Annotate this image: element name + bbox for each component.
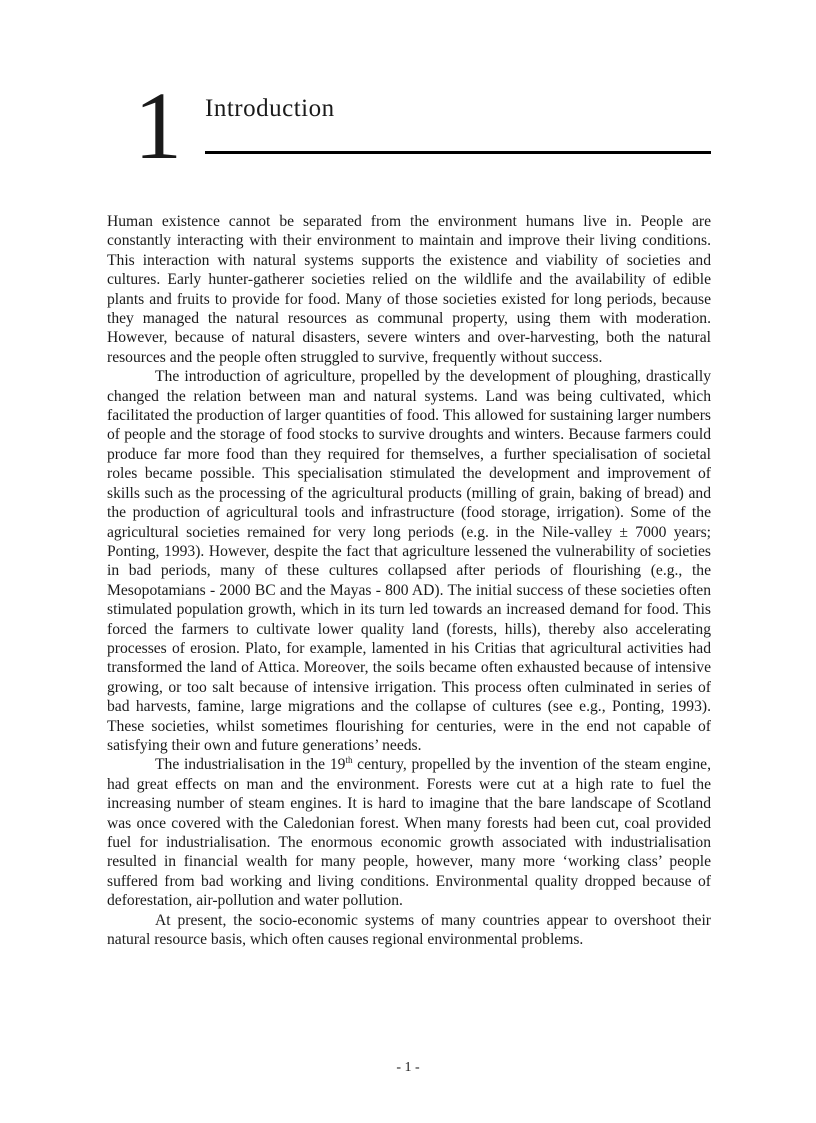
chapter-title: Introduction bbox=[205, 95, 335, 122]
paragraph-2: The introduction of agriculture, propelled by the development of ploughing, drastically changed the relation between man and natural systems. Land was being cultivated, which facilitated the production of larger quantities of food. This allowed for sustaining larger numbers of people and the storage of food stocks to survive droughts and winters. Because farmers could produce far more food than they required for themselves, a further specialisation of societal roles became possible. This specialisation stimulated the development and improvement of skills such as the processing of the agricultural products (milling of grain, baking of bread) and the production of agricultural tools and infrastructure (food storage, irrigation). Some of the agricultural societies remained for very long periods (e.g. in the Nile-valley ± 7000 years; Ponting, 1993). However, despite the fact that agriculture lessened the vulnerability of societies in bad periods, many of these cultures collapsed after periods of flourishing (e.g., the Mesopotamians - 2000 BC and the Mayas - 800 AD). The initial success of these societies often stimulated population growth, which in its turn led towards an increased demand for food. This forced the farmers to cultivate lower quality land (forests, hills), thereby also accelerating processes of erosion. Plato, for example, lamented in his Critias that agricultural activities had transformed the land of Attica. Moreover, the soils became often exhausted because of intensive growing, or too salt because of intensive irrigation. This process often culminated in series of bad harvests, famine, large migrations and the collapse of cultures (see e.g., Ponting, 1993). These societies, whilst sometimes flourishing for centuries, were in the end not capable of satisfying their own and future generations’ needs. bbox=[107, 368, 711, 754]
paragraph-3-before: The industrialisation in the 19 bbox=[155, 756, 346, 774]
paragraph-3 bbox=[107, 755, 711, 910]
paragraph-3-after: century, propelled by the invention of the steam engine, had great effects on man and the environment. Forests were cut at a high rate to fuel the increasing number of steam engines. It is hard to imagine that the bare landscape of Scotland was once covered with the Caledonian forest. When many forests had been cut, coal provided fuel for industrialisation. The enormous economic growth associated with industrialisation resulted in financial wealth for many people, however, many more ‘working class’ people suffered from bad working and living conditions. Environmental quality dropped because of deforestation, air-pollution and water pollution. bbox=[107, 756, 711, 910]
chapter-number: 1 bbox=[134, 72, 180, 179]
page-number: - 1 - bbox=[396, 1060, 420, 1075]
body-text bbox=[107, 212, 711, 949]
chapter-rule bbox=[205, 151, 711, 154]
superscript-th: th bbox=[345, 755, 353, 766]
paragraph-1: Human existence cannot be separated from the environment humans live in. People are constantly interacting with their environment to maintain and improve their living conditions. This interaction with natural systems supports the existence and viability of societies and cultures. Early hunter-gatherer societies relied on the wildlife and the availability of edible plants and fruits to provide for food. Many of those societies existed for long periods, because they managed the natural resources as communal property, using them with moderation. However, because of natural disasters, severe winters and over-harvesting, both the natural resources and the people often struggled to survive, frequently without success. bbox=[107, 213, 711, 366]
paragraph-4: At present, the socio-economic systems of many countries appear to overshoot their natural resource basis, which often causes regional environmental problems. bbox=[107, 911, 711, 949]
